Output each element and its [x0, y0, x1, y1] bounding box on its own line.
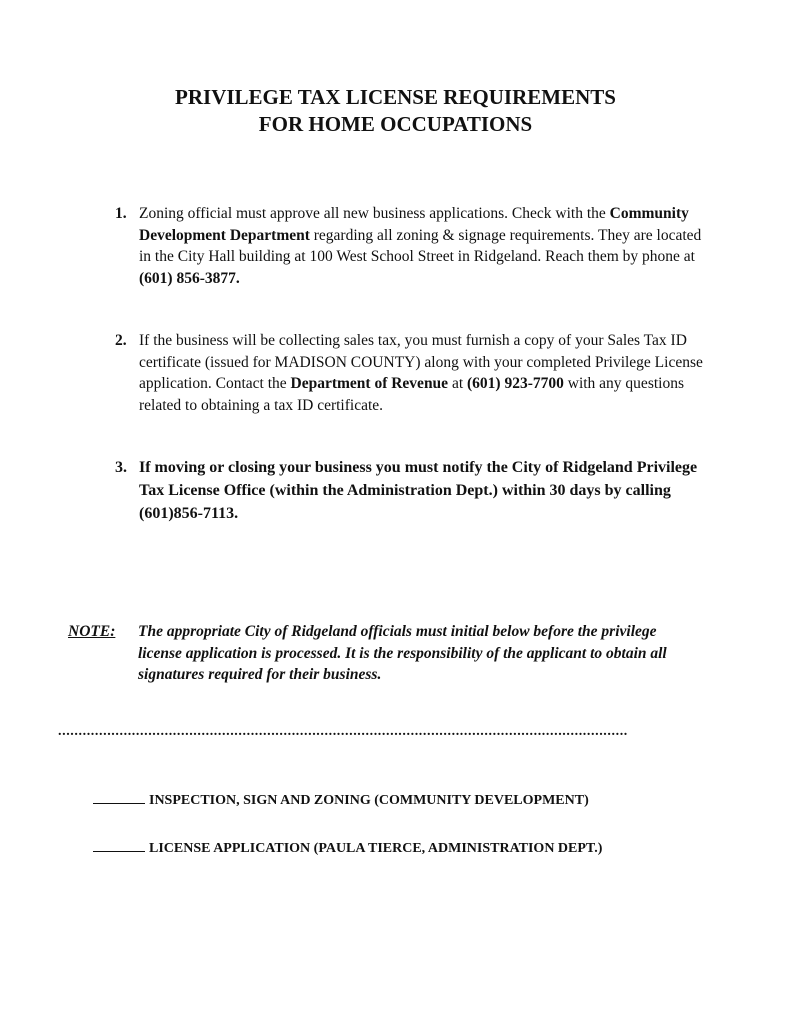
phone-number: (601) 923-7700 — [467, 375, 564, 392]
phone-number: (601) 856-3877. — [139, 269, 240, 287]
item-number: 3. — [115, 459, 127, 476]
dept-name: Community Development Department — [139, 205, 689, 244]
note-label: NOTE: — [68, 623, 116, 640]
note-text: The appropriate City of Ridgeland officials must initial below before the privilege license application is processed. It is the responsibility of the applicant to obtain all signatures required for their business. — [138, 623, 667, 683]
signoff-label: LICENSE APPLICATION (PAULA TIERCE, ADMINISTRATION DEPT.) — [149, 841, 603, 856]
item-text: If the business will be collecting sales tax, you must furnish a copy of your Sales Tax ID certificate (issued for MADISON COUNTY) along with your completed Privilege License application. Contact the Department of Revenue at (601) 923-7700 with any questions related to obtaining a tax ID certificate. — [139, 332, 703, 414]
item-number: 2. — [115, 332, 127, 349]
dotted-divider: ........................................................................................................................................... — [58, 724, 628, 739]
signoff-license — [93, 840, 602, 858]
item-text: Zoning official must approve all new business applications. Check with the Community Development Department regarding all zoning & signage requirements. They are located in the City Hall building at 100 West School Street in Ridgeland. Reach them by phone at (601) 856-3877. — [139, 205, 702, 287]
dept-name: Department of Revenue — [290, 375, 449, 392]
requirement-1 — [115, 203, 705, 289]
page-title: PRIVILEGE TAX LICENSE REQUIREMENTS — [175, 85, 616, 109]
initial-line[interactable] — [93, 851, 145, 852]
page-subtitle: FOR HOME OCCUPATIONS — [258, 112, 533, 136]
item-number: 1. — [115, 205, 127, 222]
item-text: If moving or closing your business you must notify the City of Ridgeland Privilege Tax License Office (within the Administration Dept.) within 30 days by calling (601)856-7113. — [139, 459, 698, 522]
initial-line[interactable] — [93, 803, 145, 804]
signoff-inspection — [93, 792, 589, 810]
requirement-3 — [115, 456, 705, 525]
note-block — [68, 621, 698, 686]
requirement-2 — [115, 330, 705, 416]
signoff-label: INSPECTION, SIGN AND ZONING (COMMUNITY DEVELOPMENT) — [149, 793, 589, 808]
